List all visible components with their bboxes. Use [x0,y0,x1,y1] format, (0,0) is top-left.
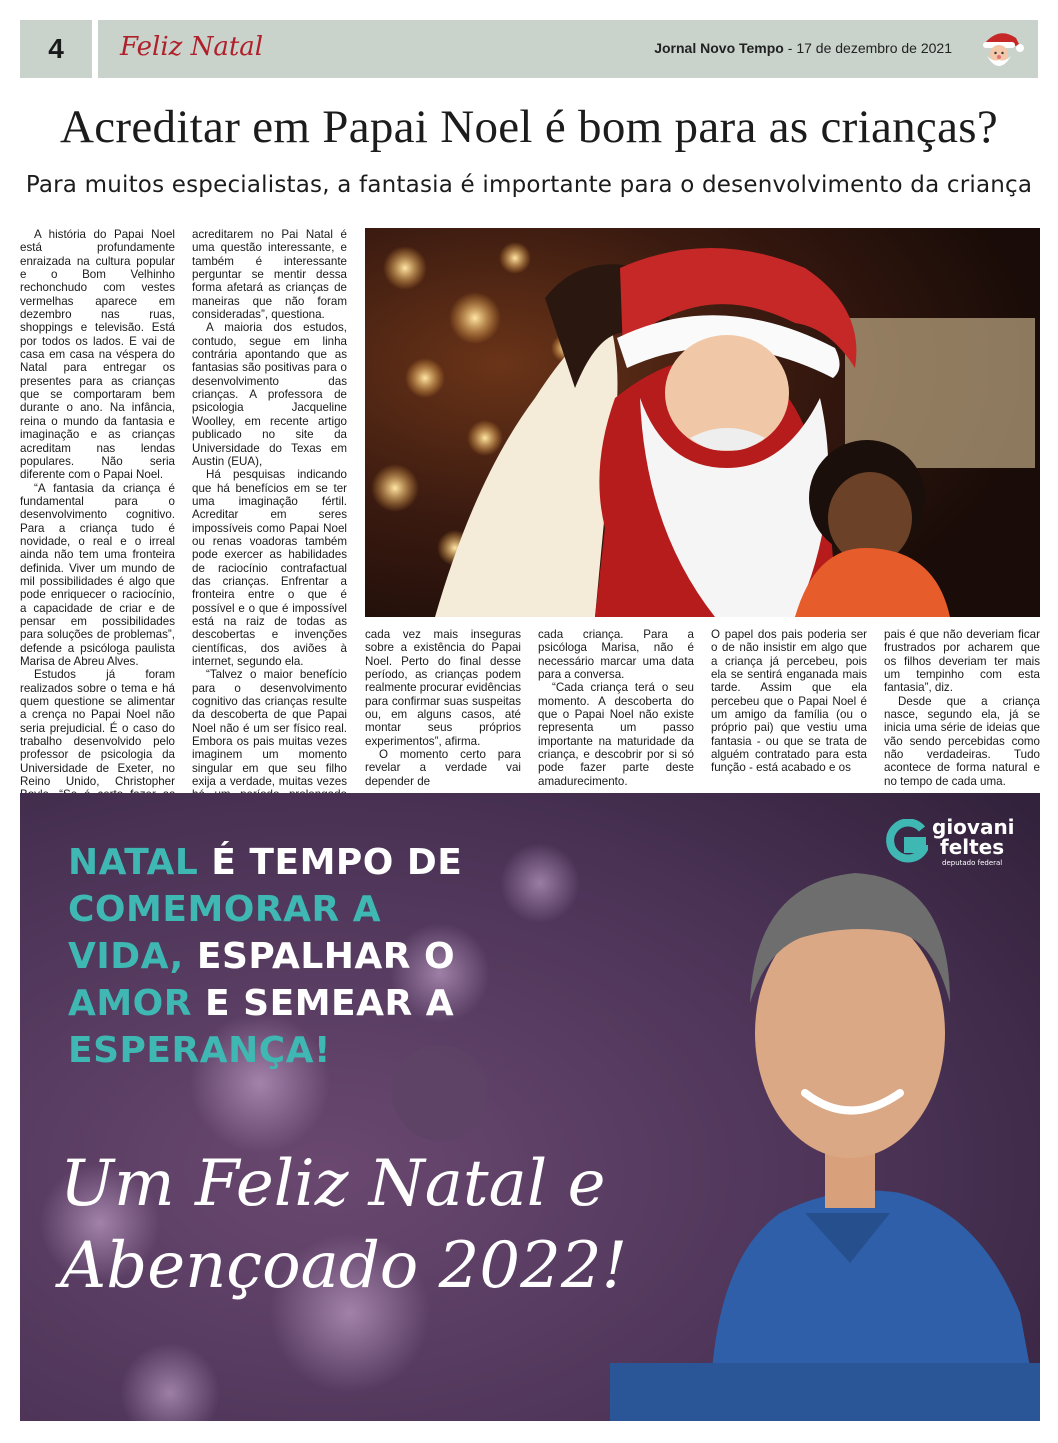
paragraph: “A fantasia da criança é fundamental para o desenvolvimento cognitivo. Para a criança tudo é novidade, o real e o irreal ainda não tem uma fronteira definida. Viver um mundo de mil possibilidades é algo que pode enriquecer o raciocínio, a capacidade de criar e de pensar em possibilidades para soluções de problemas”, defende a psicóloga paulista Marisa de Abreu Alves. [20,481,175,668]
newspaper-name: Jornal Novo Tempo [654,40,784,56]
slogan-line-1 [68,839,462,886]
paragraph: cada vez mais inseguras sobre a existência do Papai Noel. Perto do final desse período, as crianças podem realmente procurar evidências para confirmar suas suspeitas ou, em alguns casos, até montar seus próprios experimentos”, afirma. [365,628,521,748]
candidate-logo [884,815,1020,873]
article-column-4 [538,628,694,788]
season-greeting [60,1143,627,1307]
paragraph: “Cada criança terá o seu momento. A descoberta do que o Papai Noel não existe representa um passo importante na maturidade da criança, e descobrir por si só pode fazer parte deste amadurecimento. [538,681,694,788]
paragraph: Estudos já foram realizados sobre o tema e há quem questione se alimentar a crença no Papai Noel não seria prejudicial. É o caso do trabalho desenvolvido pelo professor de psicologia da Universidade de Exeter, no Reino Unido, Christopher [20,668,175,789]
article-headline: Acreditar em Papai Noel é bom para as crianças? [60,101,998,153]
christmas-advertisement [20,793,1040,1421]
page-header [20,20,1038,78]
article-column-3 [365,628,521,788]
logo-name-last: feltes [940,835,1005,859]
photo-illustration [365,228,1040,617]
slogan-segment: E SEMEAR A [205,983,455,1024]
publication-info [654,40,952,56]
article-column-5 [711,628,867,775]
edition-date: - 17 de dezembro de 2021 [783,40,952,56]
logo-subtitle: deputado federal [942,859,1003,867]
section-title: Feliz Natal [120,32,264,62]
slogan-segment: NATAL [68,842,212,883]
paragraph: Há pesquisas indicando que há benefícios em se ter uma imaginação fértil. Acreditar em seres impossíveis como Papai Noel ou renas voadoras também pode exercer as habilidades de raciocínio contrafactual das crianças. Enfrentar a fronteira entre o que é possível e o que é impossível está na raiz de todas as descobertas e invenções científicas, dos aviões à internet, segundo ela. [192,468,347,668]
slogan-line-5 [68,1027,462,1074]
slogan-line-4 [68,980,462,1027]
paragraph: cada criança. Para a psicóloga Marisa, não é necessário marcar uma data para a conversa. [538,628,694,682]
article-column-1 [20,228,175,815]
paragraph: pais é que não deveriam ficar frustrados por acharem que os filhos deveriam ter mais um tempinho com esta fantasia”, diz. [884,628,1040,695]
g-logo-icon [884,819,928,867]
paragraph: O momento certo para revelar a verdade vai depender de [365,748,521,788]
logo-name-first: giovani [932,815,1015,839]
slogan-segment: VIDA, [68,936,197,977]
slogan-segment: ESPALHAR O [196,936,456,977]
paragraph: “Talvez o maior benefício para o desenvolvimento cognitivo das crianças resulte da descoberta de que Papai Noel não é um ser físico real. Embora os pais muitas vezes imaginem um momento singular em que seu filho exija a verdade, muitas vezes [192,668,347,789]
santa-claus-icon [974,24,1024,74]
page-number: 4 [20,20,92,78]
slogan-line-2 [68,886,462,933]
slogan-segment: ESPERANÇA! [68,1030,331,1071]
article-column-6 [884,628,1040,788]
slogan-segment: AMOR [68,983,206,1024]
ad-slogan [68,839,462,1074]
greeting-line-1: Um Feliz Natal e [60,1147,606,1221]
paragraph: A maioria dos estudos, contudo, segue em linha contrária apontando que as fantasias são positivas para o desenvolvimento das crianças. A professora de psicologia Jacqueline Woolley, em recente artigo publicado no site da Universidade do Texas em Austin (EUA), [192,321,347,468]
santa-with-children-photo [365,228,1040,617]
slogan-segment: É TEMPO DE [211,842,463,883]
paragraph: O papel dos pais poderia ser o de não insistir em algo que a criança já percebeu, pois ela se sentirá enganada mais tarde. Assim que ela percebeu que o Papai Noel é um amigo da família (ou o próprio pai) que vestiu uma fantasia - ou que se trata de alguém contratado para esta função - está acabado e os [711,628,867,775]
slogan-line-3 [68,933,462,980]
paragraph: acreditarem no Pai Natal é uma questão interessante, e também é interessante perguntar se mentir dessa forma afetará as crianças de maneiras que não foram consideradas”, questiona. [192,228,347,322]
article-subheadline: Para muitos especialistas, a fantasia é importante para o desenvolvimento da criança [25,172,1033,198]
paragraph: Desde que a criança nasce, segundo ela, já se inicia uma série de ideias que vão sendo percebidas como não verdadeiras. Tudo acontece de forma natural e no tempo de cada uma. [884,694,1040,788]
greeting-line-2: Abençoado 2022! [60,1229,628,1303]
slogan-segment: COMEMORAR A [68,889,382,930]
paragraph: A história do Papai Noel está profundamente enraizada na cultura popular e o Bom Velhinho rechonchudo com vestes vermelhas aparece em dezembro nas ruas, shoppings e televisão. Está por todos os lados. E vai de casa em casa na véspera do Natal para entregar os presentes para as crianças que se comportaram bem durante o ano. Na infância, reina o mundo da fantasia e imaginação e as crianças acreditam nas lendas populares. Não seria diferente com o Papai Noel. [20,228,175,482]
article-column-2 [192,228,347,828]
